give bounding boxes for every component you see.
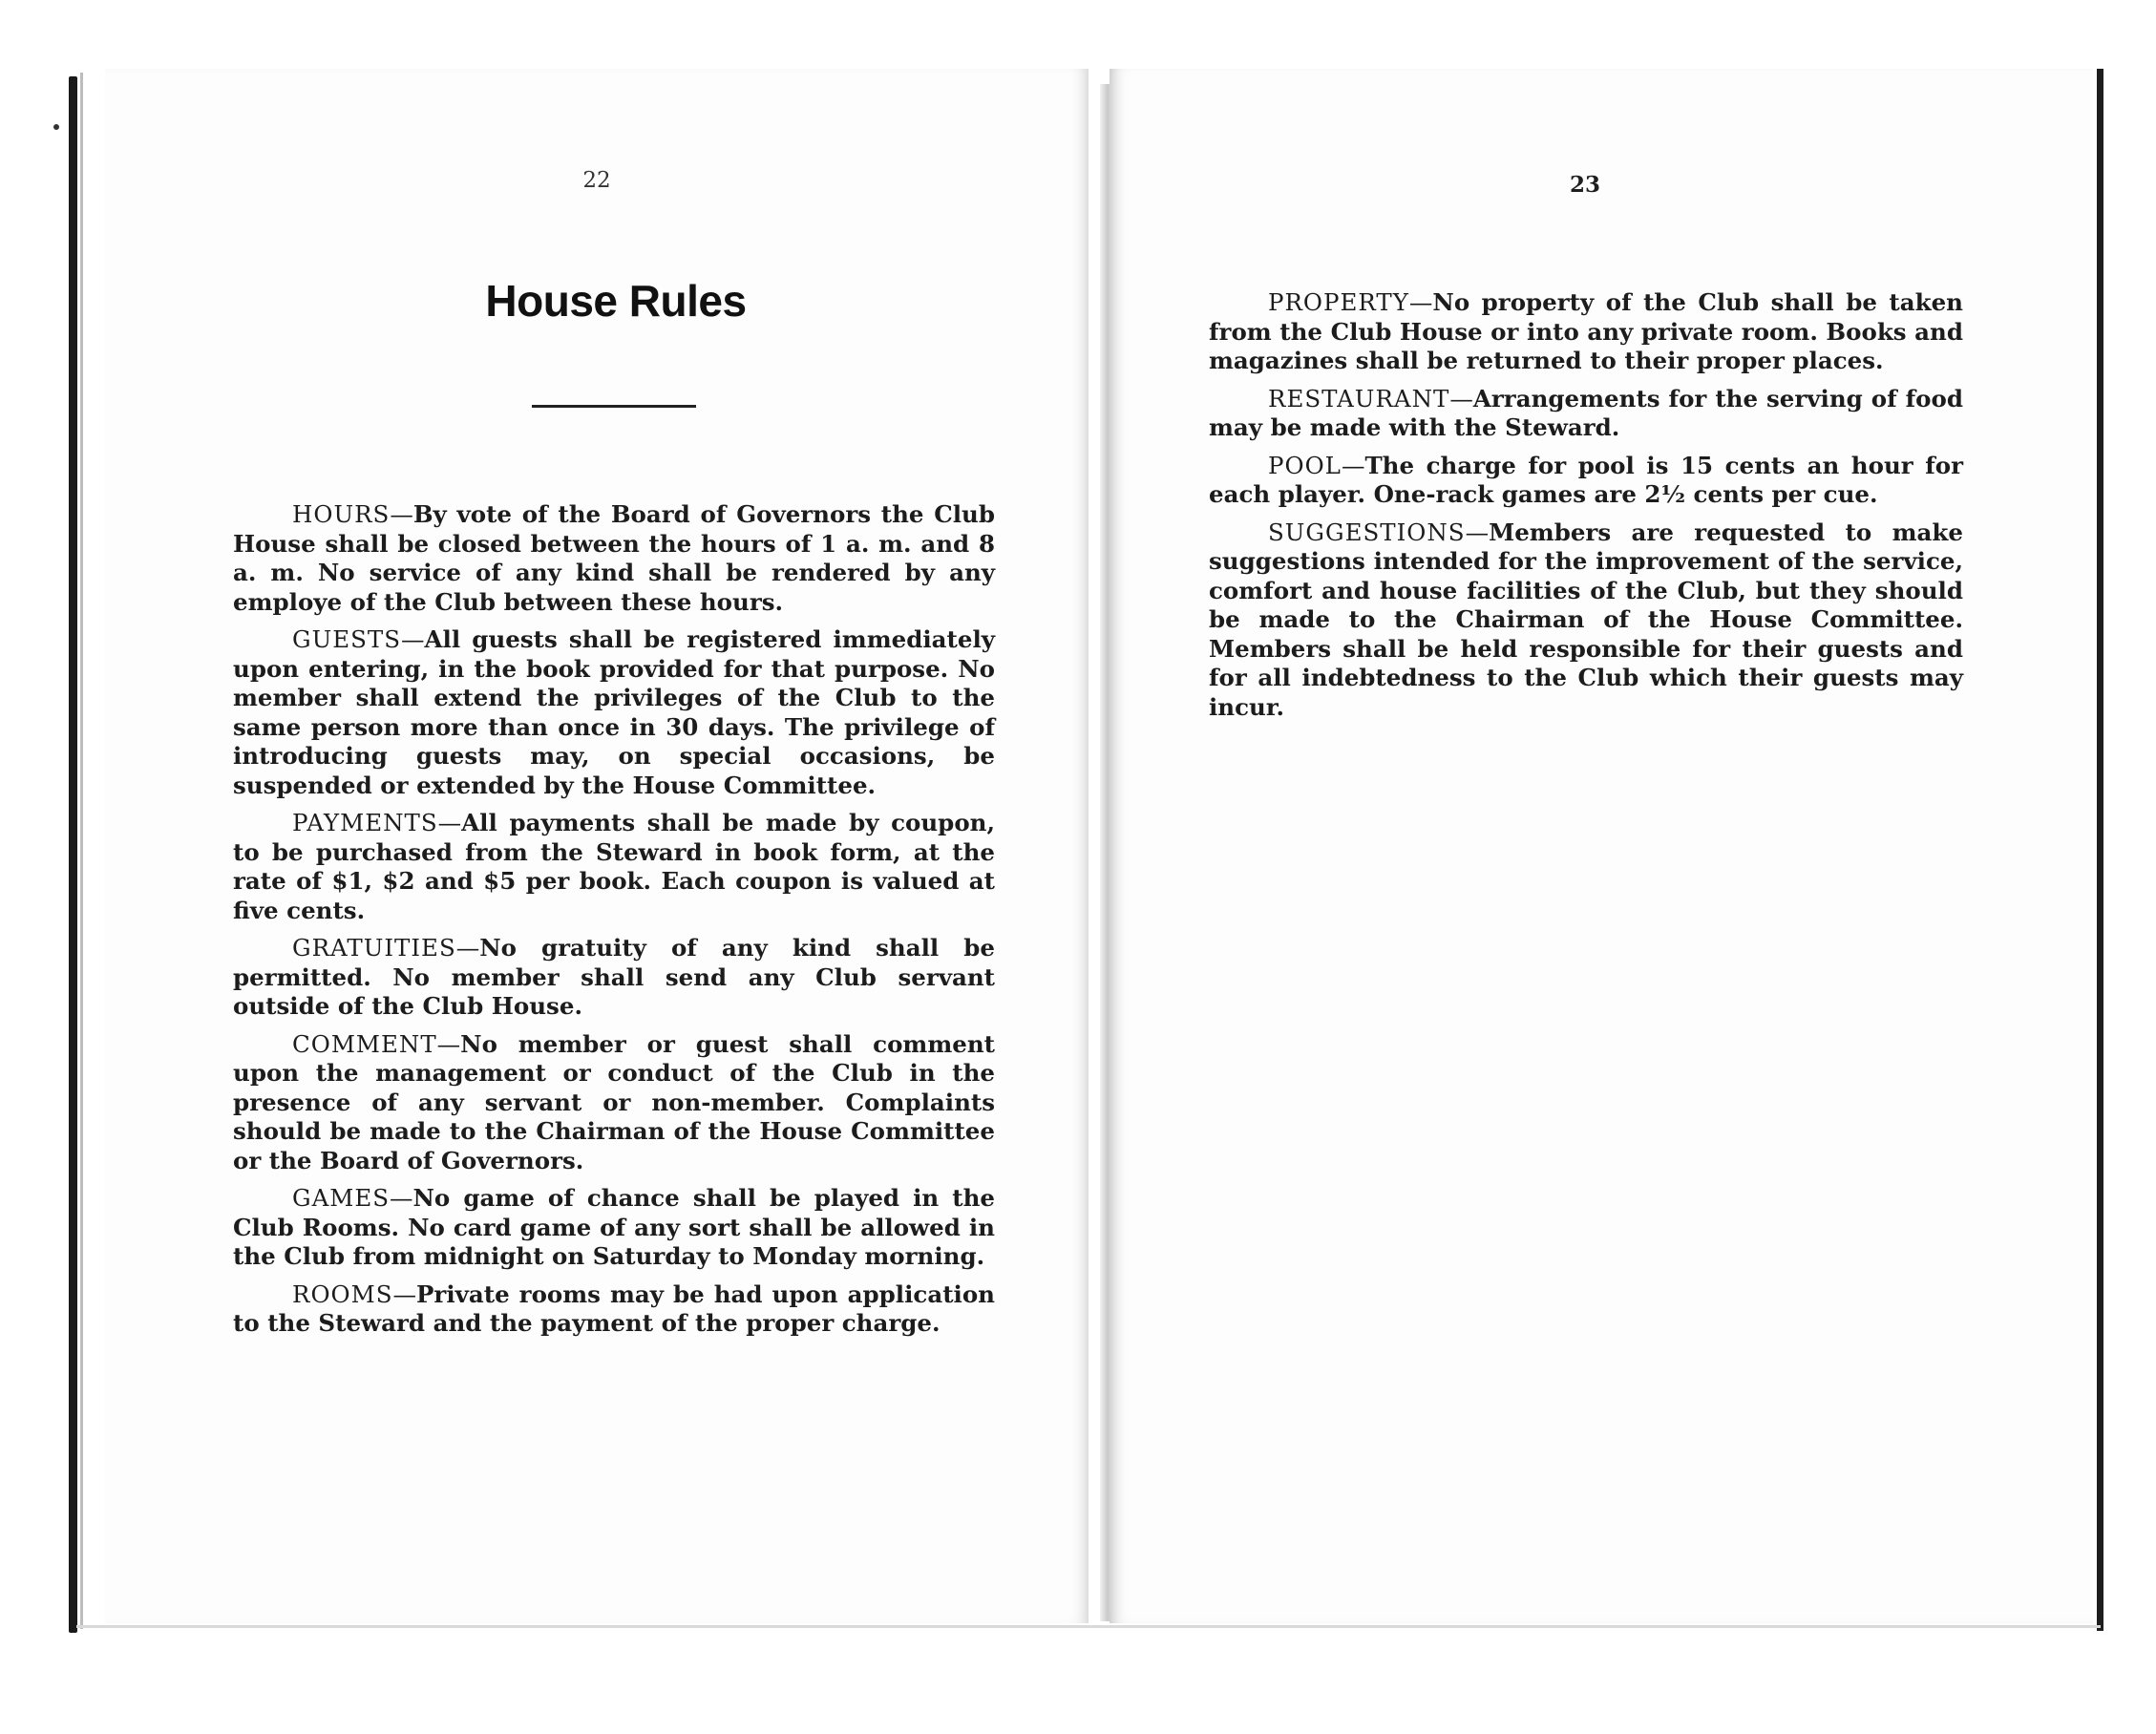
rule-heading: GUESTS [292, 625, 402, 653]
rule-heading: HOURS [292, 500, 391, 528]
rule-heading: ROOMS [292, 1279, 393, 1308]
rule-paragraph: HOURS—By vote of the Board of Governors the Club House shall be closed between the hours of 1 a. m. and 8 a. m. No service of any kind shall be rendered by any employe of the Club between these hours. [233, 500, 995, 616]
left-rules-column [233, 500, 995, 1347]
rule-heading: GRATUITIES [292, 934, 456, 962]
rule-text: All guests shall be registered immediately upon entering, in the book provided for that purpose. No member shall extend the privileges of the Club to the same person more than once in 30 days. The privilege of introducing guests may, on special occasions, be suspended or extended by the House Committee. [233, 625, 995, 799]
rule-paragraph: GUESTS—All guests shall be registered immediately upon entering, in the book provided for that purpose. No member shall extend the privileges of the Club to the same person more than once in 30 days. The privilege of introducing guests may, on special occasions, be suspended or extended by the House Committee. [233, 625, 995, 799]
rule-paragraph: GAMES—No game of chance shall be played in the Club Rooms. No card game of any sort shall be allowed in the Club from midnight on Saturday to Monday morning. [233, 1184, 995, 1270]
rule-paragraph: PAYMENTS—All payments shall be made by coupon, to be purchased from the Steward in book form, at the rate of $1, $2 and $5 per book. Each coupon is valued at five cents. [233, 809, 995, 924]
rule-paragraph: SUGGESTIONS—Members are requested to make suggestions intended for the improvement of the service, comfort and house facilities of the Club, but they should be made to the Chairman of the House Committee. Members shall be held responsible for their guests and for all indebtedness to the Club which their guests may incur. [1209, 518, 1963, 721]
rule-text: Private rooms may be had upon application to the Steward and the payment of the proper charge. [233, 1279, 995, 1337]
right-page-number: 23 [1569, 172, 1600, 198]
book-right-edge [2097, 69, 2103, 1631]
rule-text: No gratuity of any kind shall be permitted. No member shall send any Club servant outside of the Club House. [233, 934, 995, 1020]
rule-heading: SUGGESTIONS [1268, 518, 1466, 546]
left-page-number: 22 [582, 168, 611, 193]
rule-paragraph: PROPERTY—No property of the Club shall be taken from the Club House or into any private room. Books and magazines shall be returned to their proper places. [1209, 288, 1963, 374]
page-title: House Rules [485, 276, 747, 326]
rule-text: The charge for pool is 15 cents an hour for each player. One-rack games are 2½ cents per cue. [1209, 451, 1963, 508]
rule-paragraph: COMMENT—No member or guest shall comment upon the management or conduct of the Club in the presence of any servant or non-member. Complaints should be made to the Chairman of the House Committee or the Board of Governors. [233, 1029, 995, 1174]
right-rules-column [1209, 288, 1963, 730]
rule-heading: RESTAURANT [1268, 384, 1450, 412]
rule-heading: PAYMENTS [292, 809, 438, 836]
edge-mark [53, 124, 59, 130]
rule-text: All payments shall be made by coupon, to be purchased from the Steward in book form, at the rate of $1, $2 and $5 per book. Each coupon is valued at five cents. [233, 809, 995, 924]
rule-heading: GAMES [292, 1184, 391, 1212]
book-left-edge [69, 76, 77, 1633]
rule-heading: COMMENT [292, 1029, 437, 1058]
book-left-edge-highlight [80, 73, 83, 1629]
rule-paragraph: GRATUITIES—No gratuity of any kind shall be permitted. No member shall send any Club servant outside of the Club House. [233, 934, 995, 1020]
rule-paragraph: POOL—The charge for pool is 15 cents an hour for each player. One-rack games are 2½ cents per cue. [1209, 451, 1963, 508]
rule-text: No member or guest shall comment upon the management or conduct of the Club in the presence of any servant or non-member. Complaints should be made to the Chairman of the House Committee or the Board of Governors. [233, 1029, 995, 1174]
book-bottom-edge [76, 1625, 2101, 1628]
rule-text: No property of the Club shall be taken from the Club House or into any private room. Books and magazines shall be returned to their proper places. [1209, 288, 1963, 374]
rule-heading: POOL [1268, 451, 1342, 479]
title-divider [532, 405, 696, 408]
rule-text: By vote of the Board of Governors the Club House shall be closed between the hours of 1 a. m. and 8 a. m. No service of any kind shall be rendered by any employe of the Club between these hours. [233, 500, 995, 616]
rule-heading: PROPERTY [1268, 288, 1409, 316]
rule-paragraph: RESTAURANT—Arrangements for the serving of food may be made with the Steward. [1209, 384, 1963, 441]
rule-paragraph: ROOMS—Private rooms may be had upon application to the Steward and the payment of the proper charge. [233, 1279, 995, 1337]
rule-text: No game of chance shall be played in the Club Rooms. No card game of any sort shall be allowed in the Club from midnight on Saturday to Monday morning. [233, 1184, 995, 1270]
rule-text: Arrangements for the serving of food may be made with the Steward. [1209, 384, 1963, 441]
rule-text: Members are requested to make suggestions intended for the improvement of the service, comfort and house facilities of the Club, but they should be made to the Chairman of the House Committee. Members shall be held responsible for their guests and for all indebtedness to the Club which their guests may incur. [1209, 518, 1963, 721]
